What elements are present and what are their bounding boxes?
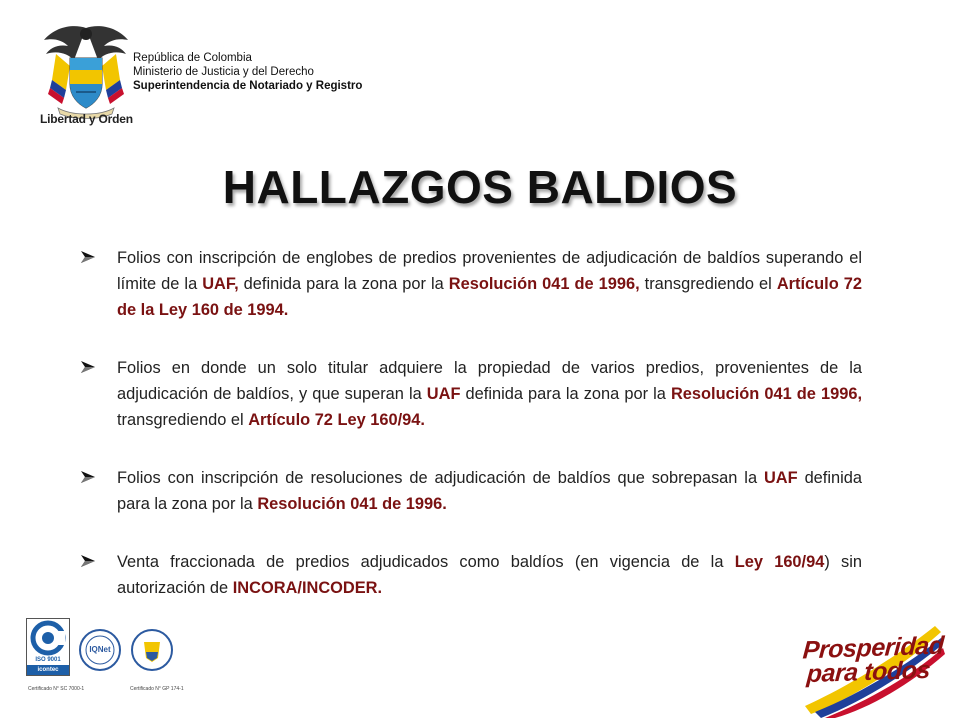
government-quality-seal-icon: [130, 628, 174, 672]
header-line-3: Superintendencia de Notariado y Registro: [133, 80, 363, 92]
highlighted-reference: UAF: [763, 469, 798, 487]
header-line-1: República de Colombia: [133, 52, 252, 64]
arrow-bullet-icon: [80, 470, 96, 484]
certificate-caption-1: Certificado N° SC 7000-1: [28, 686, 85, 692]
highlighted-reference: Resolución 041 de 1996.: [257, 495, 447, 513]
header: [36, 20, 456, 140]
bullet-text-segment: transgrediendo el: [639, 275, 777, 293]
bullet-list: [80, 245, 862, 633]
slide-title: HALLAZGOS BALDIOS: [222, 161, 738, 213]
bullet-text: [117, 549, 862, 601]
bullet-item: [80, 549, 862, 601]
bullet-text-segment: ) sin autorización de: [117, 553, 863, 597]
highlighted-reference: Artículo 72 de la Ley 160 de 1994.: [117, 275, 862, 319]
icontec-label: icontec: [27, 665, 69, 675]
government-header: [133, 51, 362, 93]
highlighted-reference: Ley 160/94: [734, 553, 825, 571]
icontec-certification: [26, 618, 70, 676]
brand-line-2: para todos: [805, 655, 932, 689]
bullet-text-segment: Folios con inscripción de resoluciones de adjudicación de baldíos que sobrepasan la: [117, 469, 764, 487]
bullet-text: [117, 245, 862, 323]
icontec-logo-icon: [27, 619, 69, 657]
highlighted-reference: Resolución 041 de 1996,: [670, 385, 862, 403]
prosperidad-logo: [795, 618, 945, 718]
bullet-text-segment: transgrediendo el: [117, 411, 249, 429]
bullet-item: [80, 245, 862, 323]
bullet-text-segment: definida para la zona por la: [117, 469, 862, 513]
highlighted-reference: Resolución 041 de 1996,: [448, 275, 640, 293]
highlighted-reference: INCORA/INCODER.: [232, 579, 383, 597]
certification-logos: [24, 618, 184, 700]
bullet-text: [117, 355, 862, 433]
iso-label: ISO 9001: [35, 657, 61, 663]
highlighted-reference: UAF,: [202, 275, 239, 293]
bullet-text: [117, 465, 862, 517]
bullet-text-segment: Venta fraccionada de predios adjudicados como baldíos (en vigencia de la: [117, 553, 735, 571]
arrow-bullet-icon: [80, 250, 96, 264]
iqnet-label: IQNet: [89, 645, 111, 654]
highlighted-reference: UAF: [426, 385, 461, 403]
brand-line-1: Prosperidad: [801, 631, 945, 665]
bullet-text-segment: definida para la zona por la: [238, 275, 449, 293]
bullet-text-segment: Folios con inscripción de englobes de predios provenientes de adjudicación de baldíos superando el límite de la: [117, 249, 862, 293]
certificate-caption-2: Certificado N° GP 174-1: [130, 686, 184, 692]
arrow-bullet-icon: [80, 554, 96, 568]
arrow-bullet-icon: [80, 360, 96, 374]
bullet-item: [80, 355, 862, 433]
bullet-text-segment: Folios en donde un solo titular adquiere la propiedad de varios predios, provenientes de la adjudicación de baldíos, y que superan la: [117, 359, 862, 403]
bullet-text-segment: definida para la zona por la: [460, 385, 671, 403]
highlighted-reference: Artículo 72 Ley 160/94.: [248, 411, 425, 429]
bullet-item: [80, 465, 862, 517]
motto-label: Libertad y Orden: [40, 112, 133, 126]
header-line-2: Ministerio de Justicia y del Derecho: [133, 66, 314, 78]
